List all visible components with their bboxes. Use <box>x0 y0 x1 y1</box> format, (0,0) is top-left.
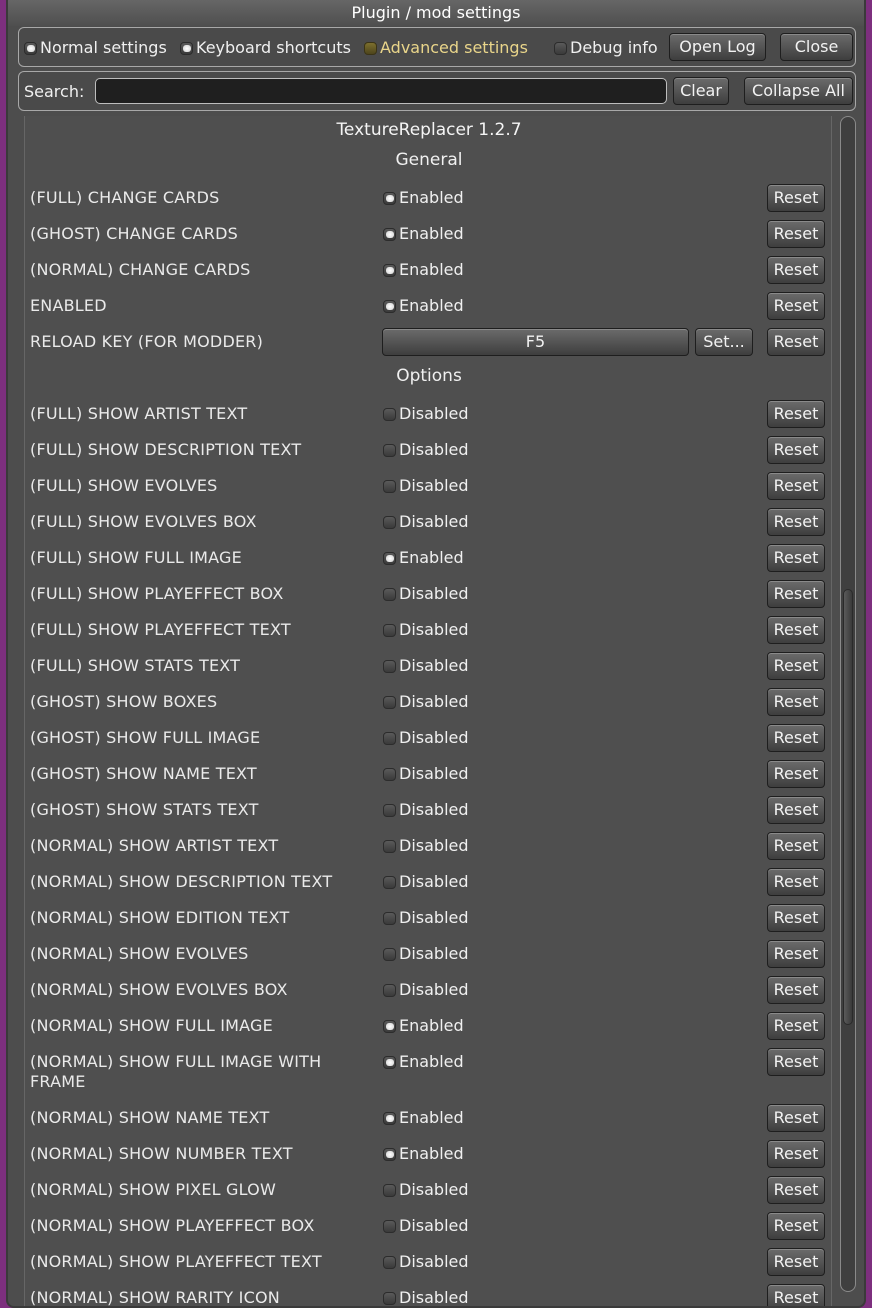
toggle-state-label: Enabled <box>399 1108 464 1127</box>
setting-row <box>25 1048 832 1091</box>
toggle-state-label: Disabled <box>399 1180 469 1199</box>
reset-button[interactable]: Reset <box>767 904 825 932</box>
setting-toggle[interactable] <box>383 1108 464 1128</box>
search-bar <box>18 71 856 111</box>
radio-icon <box>180 42 193 55</box>
setting-label: (NORMAL) SHOW RARITY ICON <box>30 1288 280 1307</box>
open-log-button[interactable]: Open Log <box>669 33 766 61</box>
setting-toggle[interactable] <box>383 908 469 928</box>
setting-toggle[interactable] <box>383 944 469 964</box>
section-title: Options <box>396 366 462 386</box>
setting-row <box>25 1012 832 1042</box>
checkbox-icon <box>383 408 396 421</box>
toggle-state-label: Disabled <box>399 908 469 927</box>
scroll-thumb[interactable] <box>843 589 853 1025</box>
reset-button[interactable]: Reset <box>767 688 825 716</box>
setting-toggle[interactable] <box>383 1180 469 1200</box>
reset-button[interactable]: Reset <box>767 292 825 320</box>
checkbox-icon <box>383 732 396 745</box>
reset-button[interactable]: Reset <box>767 256 825 284</box>
setting-label: (FULL) SHOW STATS TEXT <box>30 656 241 675</box>
checkbox-icon <box>383 588 396 601</box>
setting-label: (FULL) CHANGE CARDS <box>30 188 220 207</box>
checkbox-icon <box>383 1056 396 1069</box>
reset-button[interactable]: Reset <box>767 1048 825 1076</box>
setting-row <box>25 292 832 322</box>
setting-label: (FULL) SHOW FULL IMAGE <box>30 548 242 567</box>
checkbox-icon <box>383 696 396 709</box>
setting-row <box>25 328 832 358</box>
toggle-state-label: Enabled <box>399 548 464 567</box>
setting-row <box>25 832 832 862</box>
settings-list <box>24 116 832 1308</box>
toolbar <box>18 27 856 67</box>
setting-label: ENABLED <box>30 296 107 315</box>
toggle-state-label: Disabled <box>399 584 469 603</box>
setting-toggle[interactable] <box>383 548 464 568</box>
radio-icon <box>24 42 37 55</box>
setting-row <box>25 724 832 754</box>
checkbox-icon <box>383 228 396 241</box>
section-title: General <box>395 150 463 170</box>
toggle-state-label: Disabled <box>399 764 469 783</box>
setting-label: (FULL) SHOW ARTIST TEXT <box>30 404 248 423</box>
checkbox-icon <box>383 444 396 457</box>
tab-keyboard-shortcuts[interactable] <box>180 38 351 58</box>
setting-toggle[interactable] <box>383 476 469 496</box>
setting-row <box>25 1284 832 1308</box>
setting-row <box>25 1212 832 1242</box>
setting-label: (NORMAL) SHOW ARTIST TEXT <box>30 836 279 855</box>
toggle-state-label: Disabled <box>399 512 469 531</box>
checkbox-icon <box>383 552 396 565</box>
reset-button[interactable]: Reset <box>767 652 825 680</box>
checkbox-icon <box>383 516 396 529</box>
tab-debug-info[interactable] <box>554 38 658 58</box>
reset-button[interactable]: Reset <box>767 832 825 860</box>
setting-row <box>25 472 832 502</box>
reset-button[interactable]: Reset <box>767 1212 825 1240</box>
radio-icon <box>364 42 377 55</box>
reset-button[interactable]: Reset <box>767 1104 825 1132</box>
setting-label: (FULL) SHOW PLAYEFFECT TEXT <box>30 620 291 639</box>
setting-toggle[interactable] <box>383 188 464 208</box>
reset-button[interactable]: Reset <box>767 724 825 752</box>
tab-advanced-settings[interactable] <box>364 38 528 58</box>
checkbox-icon <box>383 804 396 817</box>
setting-label: (FULL) SHOW EVOLVES <box>30 476 218 495</box>
setting-row <box>25 1248 832 1278</box>
checkbox-icon <box>383 1292 396 1305</box>
setting-row <box>25 220 832 250</box>
setting-toggle[interactable] <box>383 656 469 676</box>
checkbox-icon <box>383 624 396 637</box>
toggle-state-label: Disabled <box>399 692 469 711</box>
setting-row <box>25 940 832 970</box>
setting-row <box>25 868 832 898</box>
toggle-state-label: Disabled <box>399 872 469 891</box>
setting-label: (GHOST) SHOW NAME TEXT <box>30 764 257 783</box>
checkbox-icon <box>383 1256 396 1269</box>
toggle-state-label: Disabled <box>399 728 469 747</box>
setting-row <box>25 544 832 574</box>
tab-label: Normal settings <box>40 38 167 57</box>
reset-button[interactable]: Reset <box>767 976 825 1004</box>
shortcut-key-button[interactable]: F5 <box>382 328 689 356</box>
toggle-state-label: Enabled <box>399 296 464 315</box>
setting-label: (FULL) SHOW DESCRIPTION TEXT <box>30 440 302 459</box>
setting-row <box>25 184 832 214</box>
checkbox-icon <box>383 264 396 277</box>
toggle-state-label: Disabled <box>399 476 469 495</box>
toggle-state-label: Disabled <box>399 656 469 675</box>
setting-toggle[interactable] <box>383 440 469 460</box>
setting-toggle[interactable] <box>383 584 469 604</box>
search-input[interactable] <box>95 78 667 104</box>
setting-toggle[interactable] <box>383 980 469 1000</box>
setting-toggle[interactable] <box>383 764 469 784</box>
toggle-state-label: Disabled <box>399 404 469 423</box>
reset-button[interactable]: Reset <box>767 508 825 536</box>
toggle-state-label: Disabled <box>399 836 469 855</box>
toggle-state-label: Disabled <box>399 980 469 999</box>
reset-button[interactable]: Reset <box>767 220 825 248</box>
setting-label: (NORMAL) CHANGE CARDS <box>30 260 251 279</box>
plugin-title: TextureReplacer 1.2.7 <box>336 120 522 140</box>
tab-label: Advanced settings <box>380 38 528 57</box>
setting-row <box>25 904 832 934</box>
reset-button[interactable]: Reset <box>767 1176 825 1204</box>
setting-label: (GHOST) SHOW BOXES <box>30 692 218 711</box>
setting-row <box>25 436 832 466</box>
setting-toggle[interactable] <box>383 224 464 244</box>
checkbox-icon <box>383 1148 396 1161</box>
setting-row <box>25 1176 832 1206</box>
toggle-state-label: Disabled <box>399 1252 469 1271</box>
setting-label: (NORMAL) SHOW EDITION TEXT <box>30 908 290 927</box>
checkbox-icon <box>383 912 396 925</box>
reset-button[interactable]: Reset <box>767 1012 825 1040</box>
setting-toggle[interactable] <box>383 404 469 424</box>
checkbox-icon <box>383 948 396 961</box>
vertical-scrollbar[interactable] <box>840 116 856 1292</box>
setting-label: (GHOST) SHOW STATS TEXT <box>30 800 259 819</box>
checkbox-icon <box>383 480 396 493</box>
checkbox-icon <box>383 1112 396 1125</box>
setting-toggle[interactable] <box>383 836 469 856</box>
setting-label: (NORMAL) SHOW EVOLVES BOX <box>30 980 288 999</box>
setting-row <box>25 688 832 718</box>
settings-window <box>6 0 866 1308</box>
setting-label: (NORMAL) SHOW NAME TEXT <box>30 1108 270 1127</box>
setting-row <box>25 508 832 538</box>
setting-label: (FULL) SHOW PLAYEFFECT BOX <box>30 584 284 603</box>
setting-toggle[interactable] <box>383 1016 464 1036</box>
toggle-state-label: Enabled <box>399 188 464 207</box>
toggle-state-label: Enabled <box>399 1052 464 1071</box>
radio-icon <box>554 42 567 55</box>
setting-toggle[interactable] <box>383 692 469 712</box>
reset-button[interactable]: Reset <box>767 436 825 464</box>
checkbox-icon <box>383 984 396 997</box>
reset-button[interactable]: Reset <box>767 1284 825 1308</box>
toggle-state-label: Disabled <box>399 1288 469 1307</box>
setting-label: (NORMAL) SHOW NUMBER TEXT <box>30 1144 293 1163</box>
setting-toggle[interactable] <box>383 872 469 892</box>
toggle-state-label: Enabled <box>399 1016 464 1035</box>
toggle-state-label: Disabled <box>399 440 469 459</box>
tab-normal-settings[interactable] <box>24 38 167 58</box>
setting-row <box>25 796 832 826</box>
setting-toggle[interactable] <box>383 1252 469 1272</box>
checkbox-icon <box>383 840 396 853</box>
checkbox-icon <box>383 1184 396 1197</box>
setting-row <box>25 760 832 790</box>
checkbox-icon <box>383 660 396 673</box>
checkbox-icon <box>383 876 396 889</box>
close-button[interactable]: Close <box>780 33 853 61</box>
reset-button[interactable]: Reset <box>767 400 825 428</box>
clear-button[interactable]: Clear <box>673 77 729 105</box>
setting-label: (NORMAL) SHOW FULL IMAGE <box>30 1016 273 1035</box>
setting-label: RELOAD KEY (FOR MODDER) <box>30 332 264 351</box>
setting-toggle[interactable] <box>383 296 464 316</box>
reset-button[interactable]: Reset <box>767 796 825 824</box>
search-label: Search: <box>24 82 85 101</box>
toggle-state-label: Enabled <box>399 224 464 243</box>
setting-toggle[interactable] <box>383 728 469 748</box>
reset-button[interactable]: Reset <box>767 544 825 572</box>
setting-row <box>25 652 832 682</box>
setting-label: (NORMAL) SHOW DESCRIPTION TEXT <box>30 872 333 891</box>
collapse-all-button[interactable]: Collapse All <box>744 77 853 105</box>
toggle-state-label: Disabled <box>399 800 469 819</box>
reset-button[interactable]: Reset <box>767 760 825 788</box>
setting-row <box>25 256 832 286</box>
setting-row <box>25 400 832 430</box>
setting-row <box>25 616 832 646</box>
setting-row <box>25 976 832 1006</box>
tab-label: Debug info <box>570 38 658 57</box>
toggle-state-label: Disabled <box>399 620 469 639</box>
reset-button[interactable]: Reset <box>767 868 825 896</box>
toggle-state-label: Disabled <box>399 1216 469 1235</box>
setting-label: (NORMAL) SHOW PIXEL GLOW <box>30 1180 276 1199</box>
setting-toggle[interactable] <box>383 800 469 820</box>
setting-row <box>25 1104 832 1134</box>
reset-button[interactable]: Reset <box>767 184 825 212</box>
setting-toggle[interactable] <box>383 1052 464 1072</box>
setting-label: (NORMAL) SHOW PLAYEFFECT BOX <box>30 1216 315 1235</box>
set-shortcut-button[interactable]: Set... <box>695 328 753 356</box>
setting-label: (GHOST) CHANGE CARDS <box>30 224 238 243</box>
checkbox-icon <box>383 1020 396 1033</box>
setting-label: (NORMAL) SHOW PLAYEFFECT TEXT <box>30 1252 322 1271</box>
checkbox-icon <box>383 768 396 781</box>
toggle-state-label: Enabled <box>399 260 464 279</box>
checkbox-icon <box>383 300 396 313</box>
setting-toggle[interactable] <box>383 1288 469 1308</box>
setting-row <box>25 580 832 610</box>
setting-toggle[interactable] <box>383 1216 469 1236</box>
reset-button[interactable]: Reset <box>767 1140 825 1168</box>
setting-toggle[interactable] <box>383 512 469 532</box>
reset-button[interactable]: Reset <box>767 580 825 608</box>
setting-toggle[interactable] <box>383 1144 464 1164</box>
setting-label: (FULL) SHOW EVOLVES BOX <box>30 512 257 531</box>
setting-label: (NORMAL) SHOW EVOLVES <box>30 944 249 963</box>
reset-button[interactable]: Reset <box>767 472 825 500</box>
setting-label: (GHOST) SHOW FULL IMAGE <box>30 728 261 747</box>
toggle-state-label: Disabled <box>399 944 469 963</box>
setting-row <box>25 1140 832 1170</box>
reset-button[interactable]: Reset <box>767 328 825 356</box>
setting-toggle[interactable] <box>383 620 469 640</box>
reset-button[interactable]: Reset <box>767 940 825 968</box>
tab-label: Keyboard shortcuts <box>196 38 351 57</box>
reset-button[interactable]: Reset <box>767 616 825 644</box>
setting-toggle[interactable] <box>383 260 464 280</box>
checkbox-icon <box>383 192 396 205</box>
setting-label: (NORMAL) SHOW FULL IMAGE WITH FRAME <box>30 1052 322 1091</box>
checkbox-icon <box>383 1220 396 1233</box>
window-title: Plugin / mod settings <box>8 0 864 26</box>
reset-button[interactable]: Reset <box>767 1248 825 1276</box>
toggle-state-label: Enabled <box>399 1144 464 1163</box>
